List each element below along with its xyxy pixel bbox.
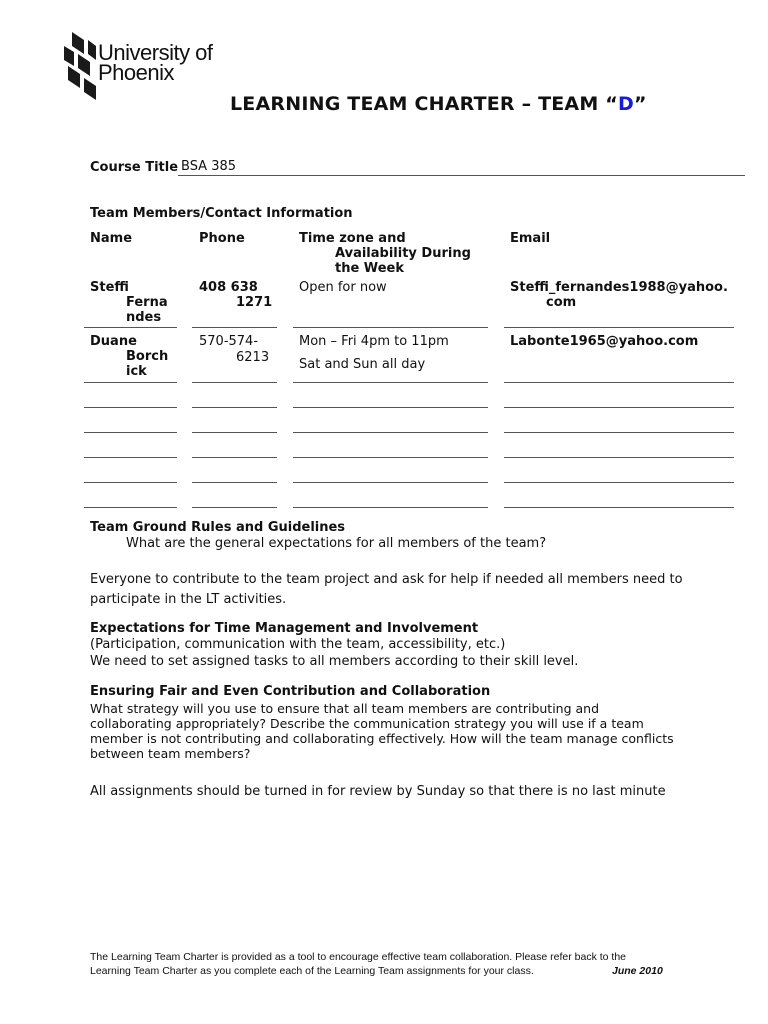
ground-rules-question: What are the general expectations for all members of the team? (126, 536, 547, 551)
table-rule-r3-c1 (84, 407, 177, 408)
row1-email-l1: Steffi_fernandes1988@yahoo. (510, 280, 728, 295)
table-rule-r6-c3 (293, 482, 488, 483)
table-rule-r3-c2 (192, 407, 277, 408)
row1-name-l3: ndes (126, 310, 162, 325)
team-members-heading: Team Members/Contact Information (90, 206, 353, 221)
time-management-subheading: (Participation, communication with the team, accessibility, etc.) (90, 637, 506, 652)
table-rule-r5-c2 (192, 457, 277, 458)
row2-name-l3: ick (126, 364, 147, 379)
footer-note (90, 950, 690, 978)
table-rule-r6-c4 (504, 482, 734, 483)
row1-phone-l1: 408 638 (199, 280, 258, 295)
table-rule-r2-c3 (293, 382, 488, 383)
table-rule-r4-c1 (84, 432, 177, 433)
team-letter: D (617, 93, 634, 115)
logo-text-line1: University of (98, 40, 213, 65)
course-title-underline (178, 175, 745, 176)
ground-rules-answer-l1: Everyone to contribute to the team project and ask for help if needed all members need to (90, 572, 683, 587)
course-title-label: Course Title (90, 160, 179, 175)
table-rule-r5-c3 (293, 457, 488, 458)
row2-availability-l1: Mon – Fri 4pm to 11pm (299, 334, 449, 349)
table-rule-r4-c3 (293, 432, 488, 433)
table-rule-r1-c3 (293, 327, 488, 328)
col-header-name: Name (90, 231, 133, 246)
table-rule-r2-c2 (192, 382, 277, 383)
footer-date: June 2010 (612, 965, 663, 977)
table-rule-r7-c2 (192, 507, 277, 508)
col-header-email: Email (510, 231, 551, 246)
fair-contribution-question-l4: between team members? (90, 746, 251, 761)
fair-contribution-question-l2: collaborating appropriately? Describe the communication strategy you will use if a team (90, 716, 644, 731)
table-rule-r5-c4 (504, 457, 734, 458)
fair-contribution-question-l3: member is not contributing and collaborating effectively. How will the team manage conflicts (90, 731, 674, 746)
footer-line2: Learning Team Charter as you complete each of the Learning Team assignments for your class. (90, 965, 534, 977)
row2-phone-l2: 6213 (236, 350, 270, 365)
row2-email-l1: Labonte1965@yahoo.com (510, 334, 699, 349)
table-rule-r7-c4 (504, 507, 734, 508)
table-rule-r7-c3 (293, 507, 488, 508)
table-rule-r4-c2 (192, 432, 277, 433)
row1-name-l1: Steffi (90, 280, 129, 295)
title-suffix: ” (633, 93, 647, 115)
table-rule-r3-c3 (293, 407, 488, 408)
row1-phone-l2: 1271 (236, 295, 273, 310)
row2-name-l2: Borch (126, 349, 169, 364)
table-rule-r5-c1 (84, 457, 177, 458)
row2-phone-l1: 570-574- (199, 334, 259, 349)
table-rule-r7-c1 (84, 507, 177, 508)
table-rule-r2-c4 (504, 382, 734, 383)
title-prefix: LEARNING TEAM CHARTER – TEAM “ (230, 93, 618, 115)
row2-availability-l2: Sat and Sun all day (299, 357, 426, 372)
row1-availability-l1: Open for now (299, 280, 387, 295)
table-rule-r6-c1 (84, 482, 177, 483)
row2-name-l1: Duane (90, 334, 137, 349)
time-management-answer: We need to set assigned tasks to all members according to their skill level. (90, 654, 579, 669)
table-rule-r1-c4 (504, 327, 734, 328)
fair-contribution-answer: All assignments should be turned in for review by Sunday so that there is no last minute (90, 784, 666, 799)
table-rule-r3-c4 (504, 407, 734, 408)
time-management-heading: Expectations for Time Management and Involvement (90, 621, 479, 636)
fair-contribution-heading: Ensuring Fair and Even Contribution and Collaboration (90, 684, 491, 699)
ground-rules-heading: Team Ground Rules and Guidelines (90, 520, 346, 535)
col-header-timezone-l2: Availability During (335, 246, 471, 261)
col-header-timezone-l3: the Week (335, 261, 404, 276)
course-title-value: BSA 385 (181, 159, 237, 174)
row1-email-l2: com (546, 295, 577, 310)
logo-text-line2: Phoenix (98, 60, 175, 85)
table-rule-r4-c4 (504, 432, 734, 433)
ground-rules-answer-l2: participate in the LT activities. (90, 592, 287, 607)
col-header-timezone-l1: Time zone and (299, 231, 406, 246)
table-rule-r6-c2 (192, 482, 277, 483)
fair-contribution-question-l1: What strategy will you use to ensure that all team members are contributing and (90, 701, 600, 716)
page-title (230, 93, 647, 115)
row1-name-l2: Ferna (126, 295, 168, 310)
table-rule-r1-c1 (84, 327, 177, 328)
footer-line1: The Learning Team Charter is provided as a tool to encourage effective team collaboration. Please refer back to the (90, 951, 627, 963)
table-rule-r1-c2 (192, 327, 277, 328)
col-header-phone: Phone (199, 231, 245, 246)
table-rule-r2-c1 (84, 382, 177, 383)
